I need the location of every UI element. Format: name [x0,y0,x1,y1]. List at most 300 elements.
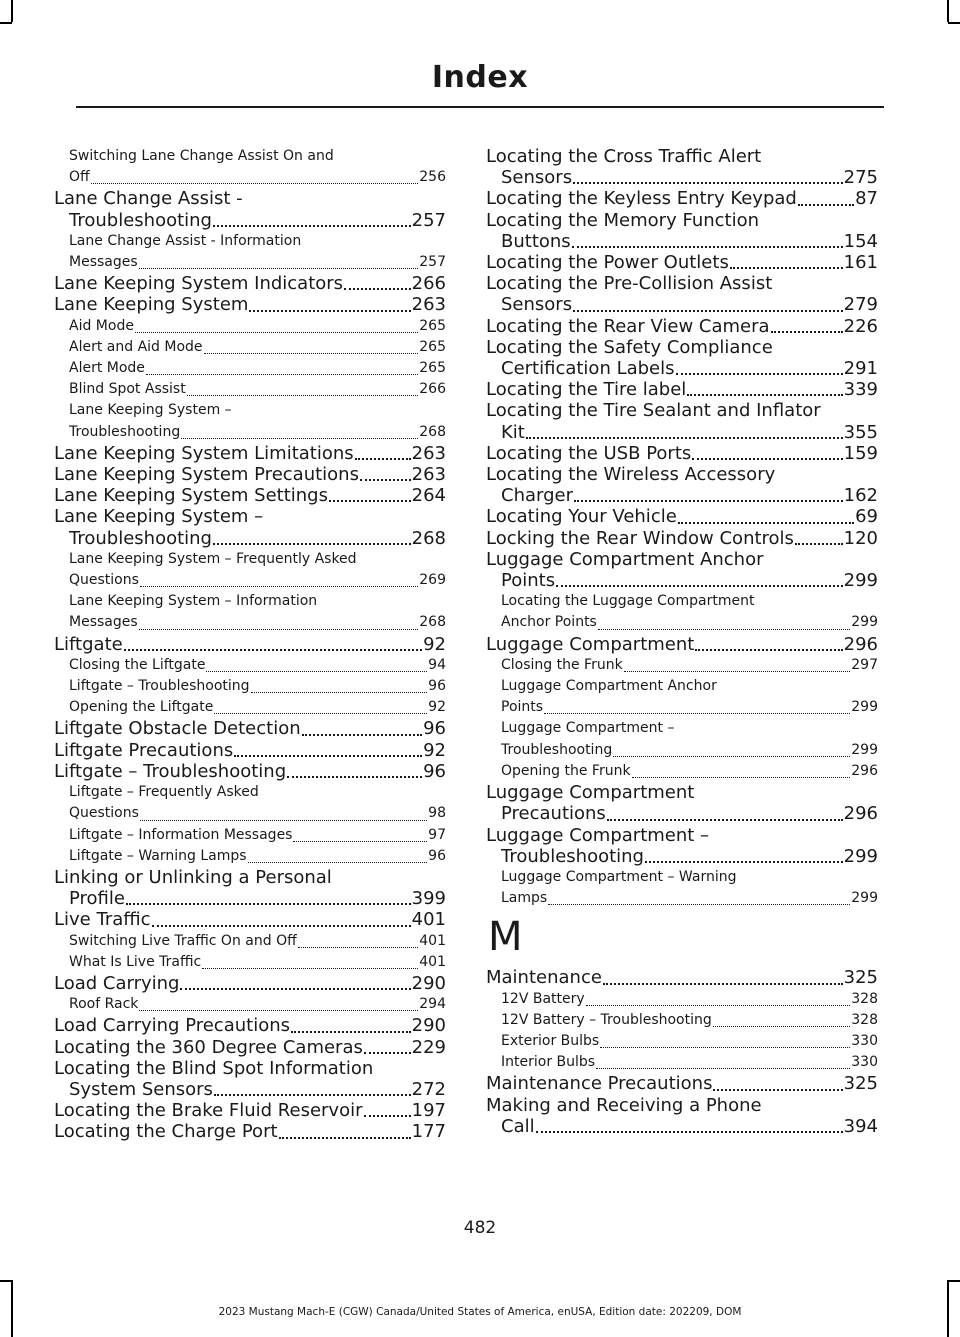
entry-page-number[interactable]: 177 [411,1121,446,1143]
entry-page-number[interactable]: 159 [843,442,878,464]
index-subentry[interactable] [54,337,446,358]
dot-leader [574,499,843,502]
entry-label: Switching Live Traffic On and Off [69,932,297,949]
dot-leader [213,224,411,227]
index-entry[interactable] [54,443,446,464]
entry-page-number[interactable]: 268 [411,527,446,549]
entry-page-number[interactable]: 299 [851,741,878,758]
entry-page-number[interactable]: 263 [411,294,446,316]
index-subentry[interactable] [486,676,878,718]
entry-label: Charger [501,485,573,507]
index-entry[interactable] [54,740,446,761]
index-entry[interactable] [486,337,878,379]
entry-label: Liftgate – Warning Lamps [69,847,247,864]
entry-page-number[interactable]: 328 [851,990,878,1007]
index-entry[interactable] [486,782,878,824]
entry-label: Closing the Liftgate [69,656,206,673]
entry-label: Liftgate Obstacle Detection [54,718,301,740]
dot-leader [279,1136,411,1139]
index-entry[interactable] [486,146,878,188]
entry-page-number[interactable]: 197 [411,1100,446,1122]
entry-label: Aid Mode [69,317,134,334]
entry-page-number[interactable]: 92 [423,633,446,655]
index-subentry[interactable] [54,231,446,273]
entry-text-line: Lane Keeping System – [54,506,264,528]
dot-leader [298,946,419,948]
index-entry[interactable] [54,506,446,548]
entry-label: Call [501,1115,535,1137]
entry-text-line: Switching Lane Change Assist On and [69,148,334,164]
entry-text-line: Locating the Pre-Collision Assist [486,273,773,295]
index-entry[interactable] [54,188,446,230]
dot-leader [798,203,854,206]
entry-text-line: Lane Keeping System – Information [69,593,318,610]
entry-label: Liftgate [54,633,123,655]
entry-label: Messages [69,254,138,271]
dot-leader [795,542,843,545]
entry-page-number[interactable]: 92 [423,739,446,761]
index-entry[interactable] [54,718,446,739]
dot-leader [548,903,850,905]
crop-mark-top-right-v [947,0,949,22]
dot-leader [180,987,410,990]
index-entry[interactable] [486,528,878,549]
entry-label: Troubleshooting [69,527,212,549]
dot-leader [676,372,843,375]
index-entry[interactable] [54,1121,446,1142]
entry-page-number[interactable]: 297 [851,656,878,673]
index-subentry[interactable] [54,358,446,379]
entry-text-line: Liftgate – Frequently Asked [69,784,259,801]
entry-label: Opening the Liftgate [69,699,214,716]
entry-label: Locating the Brake Fluid Reservoir [54,1100,363,1122]
entry-label: Lane Keeping System Settings [54,485,328,507]
dot-leader [214,1093,411,1096]
entry-page-number[interactable]: 263 [411,464,446,486]
index-subentry[interactable] [486,655,878,676]
dot-leader [678,521,854,524]
index-entry[interactable] [486,634,878,655]
dot-leader [600,1046,850,1048]
entry-page-number[interactable]: 161 [843,252,878,274]
entry-page-number[interactable]: 290 [411,972,446,994]
dot-leader [364,1051,411,1054]
entry-label: Troubleshooting [501,741,613,758]
entry-page-number[interactable]: 339 [843,379,878,401]
entry-label: Liftgate – Troubleshooting [54,760,287,782]
index-section-letter: M [488,914,523,961]
entry-label: Maintenance [486,967,602,989]
dot-leader [607,818,843,821]
index-entry[interactable] [54,867,446,909]
entry-label: 12V Battery – Troubleshooting [501,1011,712,1028]
entry-text-line: Lane Keeping System – Frequently Asked [69,550,357,567]
index-entry[interactable] [486,1073,878,1094]
entry-page-number[interactable]: 299 [851,614,878,631]
entry-label: Anchor Points [501,614,597,631]
entry-page-number[interactable]: 265 [419,338,446,355]
entry-label: Sensors [501,294,573,316]
dot-leader [249,309,410,312]
dot-leader [556,584,843,587]
index-entry[interactable] [54,1100,446,1121]
index-entry[interactable] [54,1037,446,1058]
entry-text-line: Luggage Compartment Anchor [486,548,764,570]
dot-leader [624,670,851,672]
entry-label: Locking the Rear Window Controls [486,527,794,549]
index-subentry[interactable] [54,846,446,867]
dot-leader [536,1130,843,1133]
dot-leader [355,457,411,460]
index-subentry[interactable] [54,655,446,676]
entry-page-number[interactable]: 330 [851,1032,878,1049]
entry-label: Locating the Power Outlets [486,252,729,274]
index-subentry[interactable] [54,782,446,824]
entry-page-number[interactable]: 229 [411,1036,446,1058]
entry-label: Locating Your Vehicle [486,506,677,528]
entry-text-line: Locating the Wireless Accessory [486,464,776,486]
index-entry[interactable] [486,549,878,591]
entry-page-number[interactable]: 325 [843,1073,878,1095]
index-entry[interactable] [486,825,878,867]
dot-leader [140,585,418,587]
entry-label: Locating the 360 Degree Cameras [54,1036,363,1058]
entry-page-number[interactable]: 96 [423,718,446,740]
index-entry[interactable] [486,967,878,988]
index-subentry[interactable] [486,718,878,760]
crop-mark-top-left-h [0,22,12,24]
entry-label: Locating the Tire label [486,379,687,401]
entry-label: Profile [69,888,125,910]
index-column-left [54,146,446,1143]
dot-leader [573,181,843,184]
dot-leader [140,819,427,821]
index-entry[interactable] [54,909,446,930]
header-divider [76,106,884,108]
entry-page-number[interactable]: 399 [411,888,446,910]
index-subentry[interactable] [54,591,446,633]
dot-leader [603,982,843,985]
entry-label: Load Carrying Precautions [54,1015,291,1037]
entry-page-number[interactable]: 296 [851,762,878,779]
entry-page-number[interactable]: 275 [843,167,878,189]
index-entry[interactable] [486,316,878,337]
entry-page-number[interactable]: 256 [419,169,446,186]
entry-page-number[interactable]: 120 [843,527,878,549]
dot-leader [572,245,843,248]
entry-label: Closing the Frunk [501,656,623,673]
dot-leader [544,712,850,714]
entry-page-number[interactable]: 257 [419,254,446,271]
entry-label: Points [501,699,544,716]
entry-text-line: Making and Receiving a Phone [486,1094,762,1116]
entry-label: Troubleshooting [69,423,181,440]
index-entry[interactable] [486,506,878,527]
dot-leader [204,352,419,354]
entry-page-number[interactable]: 257 [411,209,446,231]
dot-leader [771,330,843,333]
entry-page-number[interactable]: 98 [428,805,446,822]
entry-page-number[interactable]: 162 [843,485,878,507]
entry-text-line: Luggage Compartment [486,782,695,804]
index-entry[interactable] [486,273,878,315]
entry-label: Lane Keeping System Indicators [54,273,344,295]
entry-page-number[interactable]: 268 [419,423,446,440]
entry-page-number[interactable]: 328 [851,1011,878,1028]
index-column-right [486,146,878,1137]
dot-leader [687,393,842,396]
index-entry[interactable] [54,973,446,994]
entry-text-line: Locating the Cross Traffic Alert [486,146,762,167]
entry-page-number[interactable]: 96 [428,678,446,695]
dot-leader [364,1114,411,1117]
dot-leader [291,1030,411,1033]
entry-label: Precautions [501,803,606,825]
dot-leader [213,542,411,545]
entry-label: Locating the Rear View Camera [486,315,770,337]
entry-label: Messages [69,614,138,631]
entry-page-number[interactable]: 296 [843,633,878,655]
dot-leader [187,394,419,396]
entry-label: Liftgate – Troubleshooting [69,678,250,695]
entry-page-number[interactable]: 265 [419,317,446,334]
entry-page-number[interactable]: 394 [843,1115,878,1137]
entry-page-number[interactable]: 265 [419,360,446,377]
entry-page-number[interactable]: 154 [843,230,878,252]
crop-mark-bottom-left-h [0,1280,12,1282]
entry-page-number[interactable]: 92 [428,699,446,716]
entry-page-number[interactable]: 96 [428,847,446,864]
entry-label: Lamps [501,890,548,907]
entry-page-number[interactable]: 263 [411,442,446,464]
entry-page-number[interactable]: 401 [411,909,446,931]
dot-leader [126,902,411,905]
dot-leader [152,924,411,927]
index-entry[interactable] [486,252,878,273]
entry-label: Troubleshooting [69,209,212,231]
dot-leader [139,628,419,630]
index-subentry[interactable] [54,379,446,400]
index-subentry[interactable] [486,989,878,1010]
dot-leader [91,182,419,184]
index-subentry[interactable] [486,1031,878,1052]
index-entry[interactable] [486,400,878,442]
page-number: 482 [463,1218,497,1238]
dot-leader [632,776,851,778]
dot-leader [202,967,418,969]
entry-text-line: Locating the Blind Spot Information [54,1057,374,1079]
index-entry[interactable] [486,1095,878,1137]
entry-page-number[interactable]: 268 [419,614,446,631]
dot-leader [251,691,428,693]
entry-label: Luggage Compartment [486,633,695,655]
entry-page-number[interactable]: 266 [419,381,446,398]
entry-label: Locating the USB Ports [486,442,692,464]
index-subentry[interactable] [54,676,446,697]
entry-label: Alert and Aid Mode [69,338,203,355]
index-subentry[interactable] [486,1052,878,1073]
dot-leader [302,733,422,736]
entry-text-line: Luggage Compartment – [501,720,675,737]
entry-label: Questions [69,805,139,822]
entry-label: Exterior Bulbs [501,1032,600,1049]
index-subentry[interactable] [54,316,446,337]
crop-mark-top-left-v [11,0,13,22]
entry-text-line: Linking or Unlinking a Personal [54,866,332,888]
index-entry[interactable] [54,1015,446,1036]
entry-text-line: Luggage Compartment – [486,824,710,846]
entry-page-number[interactable]: 266 [411,273,446,295]
entry-label: Buttons [501,230,571,252]
entry-page-number[interactable]: 69 [855,506,878,528]
entry-label: Sensors [501,167,573,189]
entry-label: System Sensors [69,1078,213,1100]
entry-text-line: Locating the Tire Sealant and Inflator [486,400,821,422]
dot-leader [586,1004,851,1006]
index-entry[interactable] [486,379,878,400]
index-entry[interactable] [54,273,446,294]
entry-page-number[interactable]: 355 [843,421,878,443]
dot-leader [206,670,427,672]
entry-label: Kit [501,421,525,443]
footer-edition-note: 2023 Mustang Mach-E (CGW) Canada/United States of America, enUSA, Edition date: 202209, DOM [218,1306,742,1318]
dot-leader [146,373,418,375]
dot-leader [329,499,411,502]
index-subentry[interactable] [54,549,446,591]
entry-page-number[interactable]: 87 [855,188,878,210]
index-entry[interactable] [54,485,446,506]
entry-page-number[interactable]: 299 [851,699,878,716]
entry-label: Maintenance Precautions [486,1073,713,1095]
index-subentry[interactable] [54,994,446,1015]
dot-leader [139,267,419,269]
index-entry[interactable] [54,294,446,315]
entry-text-line: Luggage Compartment Anchor [501,678,717,695]
index-entry[interactable] [486,210,878,252]
dot-leader [248,861,428,863]
dot-leader [713,1025,851,1027]
entry-label: Roof Rack [69,996,139,1013]
dot-leader [526,436,843,439]
dot-leader [645,860,843,863]
dot-leader [730,266,843,269]
entry-label: Interior Bulbs [501,1054,596,1071]
entry-label: Questions [69,572,139,589]
index-subentry[interactable] [486,591,878,633]
index-entry[interactable] [54,761,446,782]
entry-page-number[interactable]: 296 [843,803,878,825]
entry-label: Lane Keeping System [54,294,249,316]
entry-text-line: Locating the Memory Function [486,209,760,231]
entry-text-line: Locating the Safety Compliance [486,336,773,358]
index-subentry[interactable] [54,825,446,846]
dot-leader [692,457,842,460]
dot-leader [695,648,842,651]
index-subentry[interactable] [54,931,446,952]
entry-page-number[interactable]: 401 [419,953,446,970]
crop-mark-top-right-h [948,22,960,24]
entry-label: Certification Labels [501,358,675,380]
dot-leader [181,437,418,439]
entry-page-number[interactable]: 97 [428,826,446,843]
entry-page-number[interactable]: 325 [843,967,878,989]
entry-page-number[interactable]: 264 [411,485,446,507]
index-subentry[interactable] [486,761,878,782]
index-subentry[interactable] [54,146,446,188]
index-entry[interactable] [486,443,878,464]
entry-page-number[interactable]: 294 [419,996,446,1013]
index-entry[interactable] [486,464,878,506]
dot-leader [135,331,418,333]
dot-leader [287,775,422,778]
dot-leader [344,287,411,290]
crop-mark-bottom-right-h [948,1280,960,1282]
entry-text-line: Luggage Compartment – Warning [501,868,737,885]
entry-label: Blind Spot Assist [69,381,186,398]
entry-label: Live Traffic [54,909,151,931]
index-entry[interactable] [54,1058,446,1100]
entry-label: Liftgate Precautions [54,739,234,761]
dot-leader [234,754,422,757]
entry-label: Load Carrying [54,972,180,994]
entry-label: 12V Battery [501,990,585,1007]
entry-label: Liftgate – Information Messages [69,826,293,843]
dot-leader [214,712,427,714]
entry-label: Alert Mode [69,360,145,377]
entry-page-number[interactable]: 291 [843,358,878,380]
entry-page-number[interactable]: 226 [843,315,878,337]
entry-page-number[interactable]: 290 [411,1015,446,1037]
index-subentry[interactable] [54,952,446,973]
entry-label: Points [501,570,556,592]
entry-page-number[interactable]: 299 [843,845,878,867]
dot-leader [139,1009,418,1011]
entry-label: Troubleshooting [501,845,644,867]
index-entry[interactable] [54,634,446,655]
dot-leader [613,755,850,757]
dot-leader [293,840,427,842]
dot-leader [573,309,843,312]
entry-label: Off [69,169,90,186]
entry-page-number[interactable]: 96 [423,760,446,782]
entry-page-number[interactable]: 272 [411,1078,446,1100]
entry-page-number[interactable]: 401 [419,932,446,949]
entry-label: Lane Keeping System Limitations [54,442,354,464]
entry-page-number[interactable]: 269 [419,572,446,589]
entry-page-number[interactable]: 94 [428,656,446,673]
entry-text-line: Locating the Luggage Compartment [501,593,755,610]
entry-page-number[interactable]: 299 [843,570,878,592]
entry-page-number[interactable]: 330 [851,1054,878,1071]
entry-label: What Is Live Traffic [69,953,202,970]
entry-text-line: Lane Change Assist - Information [69,232,302,249]
index-subentry[interactable] [54,697,446,718]
index-subentry[interactable] [54,400,446,442]
entry-label: Opening the Frunk [501,762,631,779]
entry-page-number[interactable]: 299 [851,890,878,907]
dot-leader [124,648,422,651]
index-entry[interactable] [486,188,878,209]
entry-label: Locating the Keyless Entry Keypad [486,188,797,210]
entry-text-line: Lane Keeping System – [69,402,232,419]
dot-leader [596,1067,850,1069]
index-subentry[interactable] [486,867,878,909]
entry-label: Lane Keeping System Precautions [54,464,359,486]
index-entry[interactable] [54,464,446,485]
dot-leader [360,478,411,481]
entry-page-number[interactable]: 279 [843,294,878,316]
index-subentry[interactable] [486,1010,878,1031]
